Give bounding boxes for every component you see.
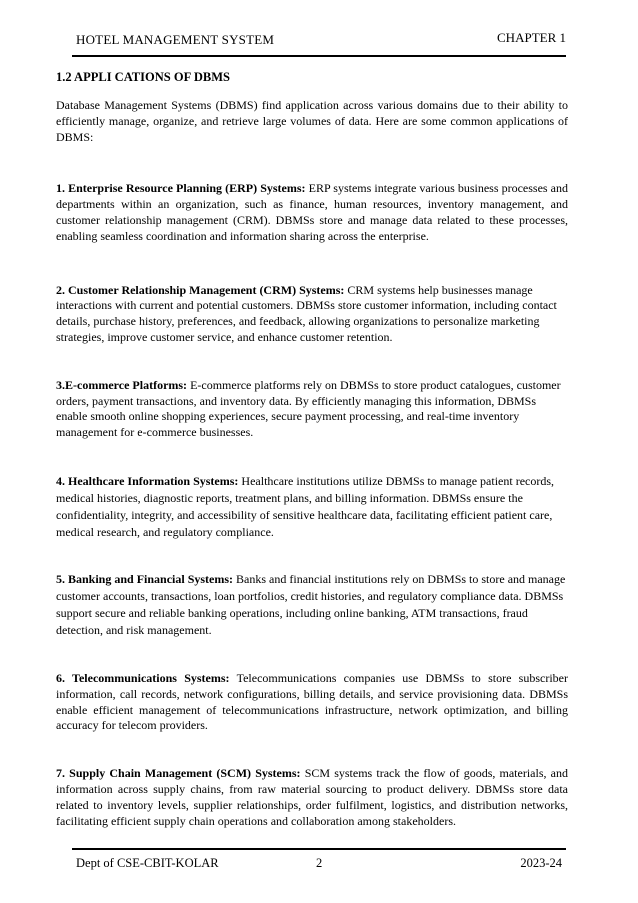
chapter-label: CHAPTER 1 bbox=[497, 30, 566, 45]
document-title: HOTEL MANAGEMENT SYSTEM bbox=[76, 32, 275, 47]
item-text: ERP systems integrate various business processes and departments within an organization, such as finance, human resources, inventory management, and customer relationship management (CRM). DBMSs store and manage data related to these processes, enabling seamless coordination and information sharing across the enterprise. bbox=[56, 181, 568, 243]
item-text: Banks and financial institutions rely on DBMSs to store and manage customer accounts, transactions, loan portfolios, credit histories, and regulatory compliance data. DBMSs support secure and reliable banking operations, including online banking, ATM transactions, fraud detection, and risk management. bbox=[56, 571, 566, 637]
section-intro: Database Management Systems (DBMS) find application across various domains due to their ability to efficiently manage, organize, and retrieve large volumes of data. Here are some common applications of DBMS: bbox=[56, 98, 568, 144]
item-title: 7. Supply Chain Management (SCM) Systems: bbox=[56, 766, 301, 781]
page-body bbox=[56, 70, 568, 829]
list-item bbox=[56, 181, 568, 244]
item-title: 3.E-commerce Platforms: bbox=[56, 377, 188, 392]
list-item bbox=[56, 571, 568, 639]
header-divider bbox=[72, 55, 566, 57]
list-item bbox=[56, 283, 568, 346]
item-title: 1. Enterprise Resource Planning (ERP) Systems: bbox=[56, 181, 306, 196]
item-text: Telecommunications companies use DBMSs to store subscriber information, call records, network configurations, billing details, and service provisioning data. DBMSs enable efficient management of telecommunications infrastructure, network optimization, and billing accuracy for telecom providers. bbox=[56, 670, 568, 733]
item-title: 5. Banking and Financial Systems: bbox=[56, 571, 234, 586]
item-title: 2. Customer Relationship Management (CRM) Systems: bbox=[56, 282, 345, 297]
item-title: 4. Healthcare Information Systems: bbox=[56, 473, 239, 488]
list-item bbox=[56, 766, 568, 829]
item-title: 6. Telecommunications Systems: bbox=[56, 670, 230, 685]
item-text: SCM systems track the flow of goods, materials, and information across supply chains, from raw material sourcing to product delivery. DBMSs store data related to inventory levels, supplier relationships, order fulfilment, logistics, and distribution networks, facilitating efficient supply chain operations and collaboration among stakeholders. bbox=[56, 766, 569, 828]
academic-year: 2023-24 bbox=[520, 856, 562, 870]
list-item bbox=[56, 378, 568, 441]
section-heading: 1.2 APPLI CATIONS OF DBMS bbox=[56, 70, 230, 84]
footer-divider bbox=[72, 848, 566, 850]
list-item bbox=[56, 671, 568, 734]
page-header bbox=[76, 30, 566, 56]
department-label: Dept of CSE-CBIT-KOLAR bbox=[76, 856, 219, 870]
page-number: 2 bbox=[316, 856, 323, 870]
item-text: CRM systems help businesses manage interactions with current and potential customers. DBMSs store customer information, including contact details, purchase history, preferences, and feedback, allowing organizations to personalize marketing strategies, improve customer service, and enhance customer retention. bbox=[56, 282, 557, 344]
item-text: E-commerce platforms rely on DBMSs to store product catalogues, customer orders, payment transactions, and inventory data. By efficiently managing this information, DBMSs enable smooth online shopping experiences, secure payment processing, and real-time inventory management for e-commerce businesses. bbox=[56, 377, 561, 440]
item-text: Healthcare institutions utilize DBMSs to manage patient records, medical histories, diagnostic reports, treatment plans, and billing information. DBMSs ensure the confidentiality, integrity, and accessibility of sensitive healthcare data, facilitating efficient patient care, medical research, and regulatory compliance. bbox=[56, 473, 555, 539]
list-item bbox=[56, 473, 568, 541]
